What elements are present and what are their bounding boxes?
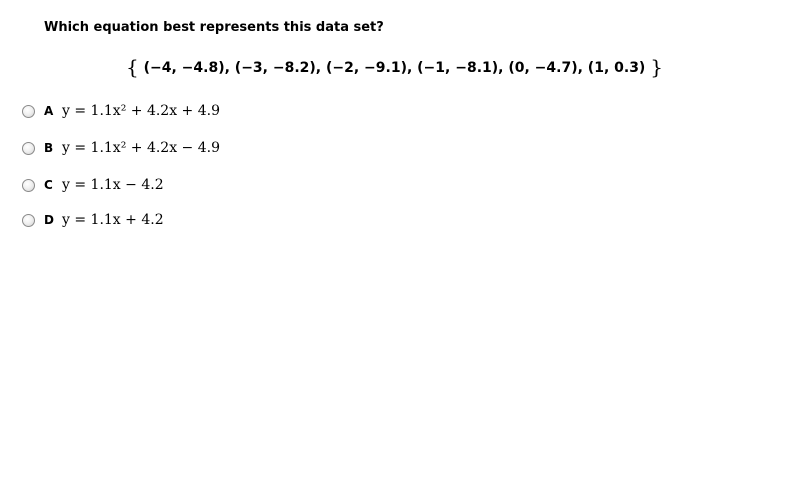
choice-letter-a: A [44, 104, 54, 118]
data-set [126, 55, 663, 79]
equation-c: y = 1.1x − 4.2 [62, 177, 164, 193]
radio-button-c[interactable] [22, 179, 35, 192]
open-brace: { [126, 55, 139, 79]
choice-b[interactable] [22, 138, 220, 158]
choice-letter-b: B [44, 141, 54, 155]
radio-button-b[interactable] [22, 142, 35, 155]
close-brace: } [650, 55, 663, 79]
choice-c[interactable] [22, 175, 164, 195]
question-text: Which equation best represents this data set? [44, 20, 384, 35]
radio-button-a[interactable] [22, 105, 35, 118]
choice-d[interactable] [22, 210, 164, 230]
data-points: (−4, −4.8), (−3, −8.2), (−2, −9.1), (−1, −8.1), (0, −4.7), (1, 0.3) [143, 60, 646, 76]
equation-b: y = 1.1x² + 4.2x − 4.9 [62, 140, 220, 156]
equation-d: y = 1.1x + 4.2 [62, 212, 164, 228]
choice-letter-d: D [44, 213, 54, 227]
radio-button-d[interactable] [22, 214, 35, 227]
equation-a: y = 1.1x² + 4.2x + 4.9 [62, 103, 220, 119]
choice-a[interactable] [22, 101, 220, 121]
choice-letter-c: C [44, 178, 53, 192]
